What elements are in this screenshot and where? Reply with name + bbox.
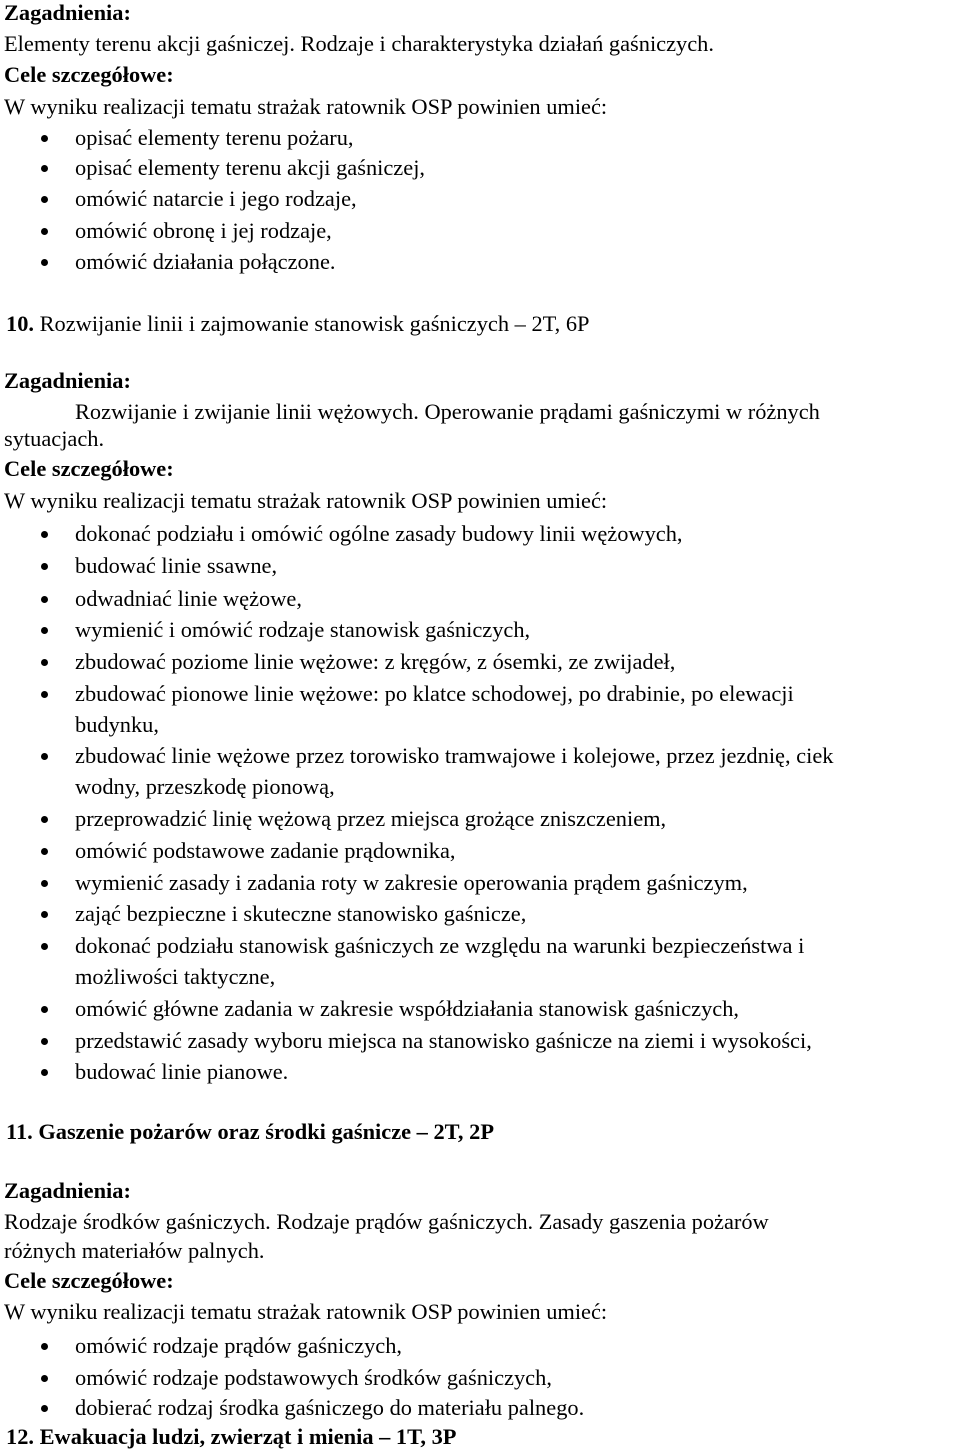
section-number: 10. bbox=[6, 311, 34, 336]
zagadnienia-text: sytuacjach. bbox=[4, 426, 105, 451]
bullet-icon bbox=[41, 563, 48, 570]
list-item: zbudować linie wężowe przez torowisko tramwajowe i kolejowe, przez jezdnię, ciek bbox=[75, 743, 834, 768]
bullet-icon bbox=[41, 1038, 48, 1045]
cele-heading: Cele szczegółowe: bbox=[4, 1268, 174, 1293]
bullet-icon bbox=[41, 753, 48, 760]
bullet-icon bbox=[41, 531, 48, 538]
list-item: przeprowadzić linię wężową przez miejsca grożące zniszczeniem, bbox=[75, 806, 667, 831]
list-item: przedstawić zasady wyboru miejsca na stanowisko gaśnicze na ziemi i wysokości, bbox=[75, 1028, 812, 1053]
bullet-icon bbox=[41, 848, 48, 855]
list-item-continuation: możliwości taktyczne, bbox=[75, 964, 276, 989]
cele-heading: Cele szczegółowe: bbox=[4, 62, 174, 87]
list-item: dobierać rodzaj środka gaśniczego do materiału palnego. bbox=[75, 1395, 585, 1420]
section-title: 12. Ewakuacja ludzi, zwierząt i mienia – 1T, 3P bbox=[6, 1424, 457, 1449]
list-item: omówić rodzaje podstawowych środków gaśniczych, bbox=[75, 1365, 552, 1390]
list-item-continuation: wodny, przeszkodę pionową, bbox=[75, 774, 335, 799]
bullet-icon bbox=[41, 259, 48, 266]
bullet-icon bbox=[41, 880, 48, 887]
list-item: omówić rodzaje prądów gaśniczych, bbox=[75, 1333, 403, 1358]
list-item: omówić obronę i jej rodzaje, bbox=[75, 218, 332, 243]
bullet-icon bbox=[41, 135, 48, 142]
zagadnienia-heading: Zagadnienia: bbox=[4, 1178, 131, 1203]
list-item: wymienić i omówić rodzaje stanowisk gaśniczych, bbox=[75, 617, 531, 642]
zagadnienia-text: różnych materiałów palnych. bbox=[4, 1238, 265, 1263]
bullet-icon bbox=[41, 1375, 48, 1382]
list-item: odwadniać linie wężowe, bbox=[75, 586, 302, 611]
bullet-icon bbox=[41, 1343, 48, 1350]
zagadnienia-heading: Zagadnienia: bbox=[4, 368, 131, 393]
bullet-icon bbox=[41, 165, 48, 172]
bullet-icon bbox=[41, 659, 48, 666]
bullet-icon bbox=[41, 1069, 48, 1076]
list-item: opisać elementy terenu pożaru, bbox=[75, 125, 354, 150]
list-item: omówić podstawowe zadanie prądownika, bbox=[75, 838, 456, 863]
zagadnienia-heading: Zagadnienia: bbox=[4, 0, 131, 25]
bullet-icon bbox=[41, 627, 48, 634]
list-item: dokonać podziału stanowisk gaśniczych ze względu na warunki bezpieczeństwa i bbox=[75, 933, 805, 958]
bullet-icon bbox=[41, 943, 48, 950]
list-item: dokonać podziału i omówić ogólne zasady budowy linii wężowych, bbox=[75, 521, 683, 546]
list-item: opisać elementy terenu akcji gaśniczej, bbox=[75, 155, 426, 180]
section-title bbox=[6, 313, 590, 335]
section-title-text: Rozwijanie linii i zajmowanie stanowisk gaśniczych – 2T, 6P bbox=[34, 311, 590, 336]
bullet-icon bbox=[41, 228, 48, 235]
list-item: zająć bezpieczne i skuteczne stanowisko gaśnicze, bbox=[75, 901, 527, 926]
list-item: zbudować poziome linie wężowe: z kręgów, z ósemki, ze zwijadeł, bbox=[75, 649, 676, 674]
list-item: zbudować pionowe linie wężowe: po klatce schodowej, po drabinie, po elewacji bbox=[75, 681, 794, 706]
zagadnienia-text: Rozwijanie i zwijanie linii wężowych. Operowanie prądami gaśniczymi w różnych bbox=[75, 399, 820, 424]
list-item: wymienić zasady i zadania roty w zakresie operowania prądem gaśniczym, bbox=[75, 870, 748, 895]
cele-heading: Cele szczegółowe: bbox=[4, 456, 174, 481]
bullet-icon bbox=[41, 816, 48, 823]
bullet-icon bbox=[41, 911, 48, 918]
bullet-icon bbox=[41, 196, 48, 203]
list-item-continuation: budynku, bbox=[75, 712, 159, 737]
zagadnienia-text: Rodzaje środków gaśniczych. Rodzaje prądów gaśniczych. Zasady gaszenia pożarów bbox=[4, 1209, 769, 1234]
list-item: omówić działania połączone. bbox=[75, 249, 336, 274]
bullet-icon bbox=[41, 596, 48, 603]
zagadnienia-text: Elementy terenu akcji gaśniczej. Rodzaje i charakterystyka działań gaśniczych. bbox=[4, 31, 714, 56]
list-item: omówić natarcie i jego rodzaje, bbox=[75, 186, 357, 211]
bullet-icon bbox=[41, 1405, 48, 1412]
list-item: budować linie pianowe. bbox=[75, 1059, 289, 1084]
cele-intro: W wyniku realizacji tematu strażak ratownik OSP powinien umieć: bbox=[4, 1299, 608, 1324]
bullet-icon bbox=[41, 691, 48, 698]
list-item: omówić główne zadania w zakresie współdziałania stanowisk gaśniczych, bbox=[75, 996, 740, 1021]
list-item: budować linie ssawne, bbox=[75, 553, 278, 578]
bullet-icon bbox=[41, 1006, 48, 1013]
cele-intro: W wyniku realizacji tematu strażak ratownik OSP powinien umieć: bbox=[4, 94, 608, 119]
cele-intro: W wyniku realizacji tematu strażak ratownik OSP powinien umieć: bbox=[4, 488, 608, 513]
section-title: 11. Gaszenie pożarów oraz środki gaśnicze – 2T, 2P bbox=[6, 1119, 494, 1144]
